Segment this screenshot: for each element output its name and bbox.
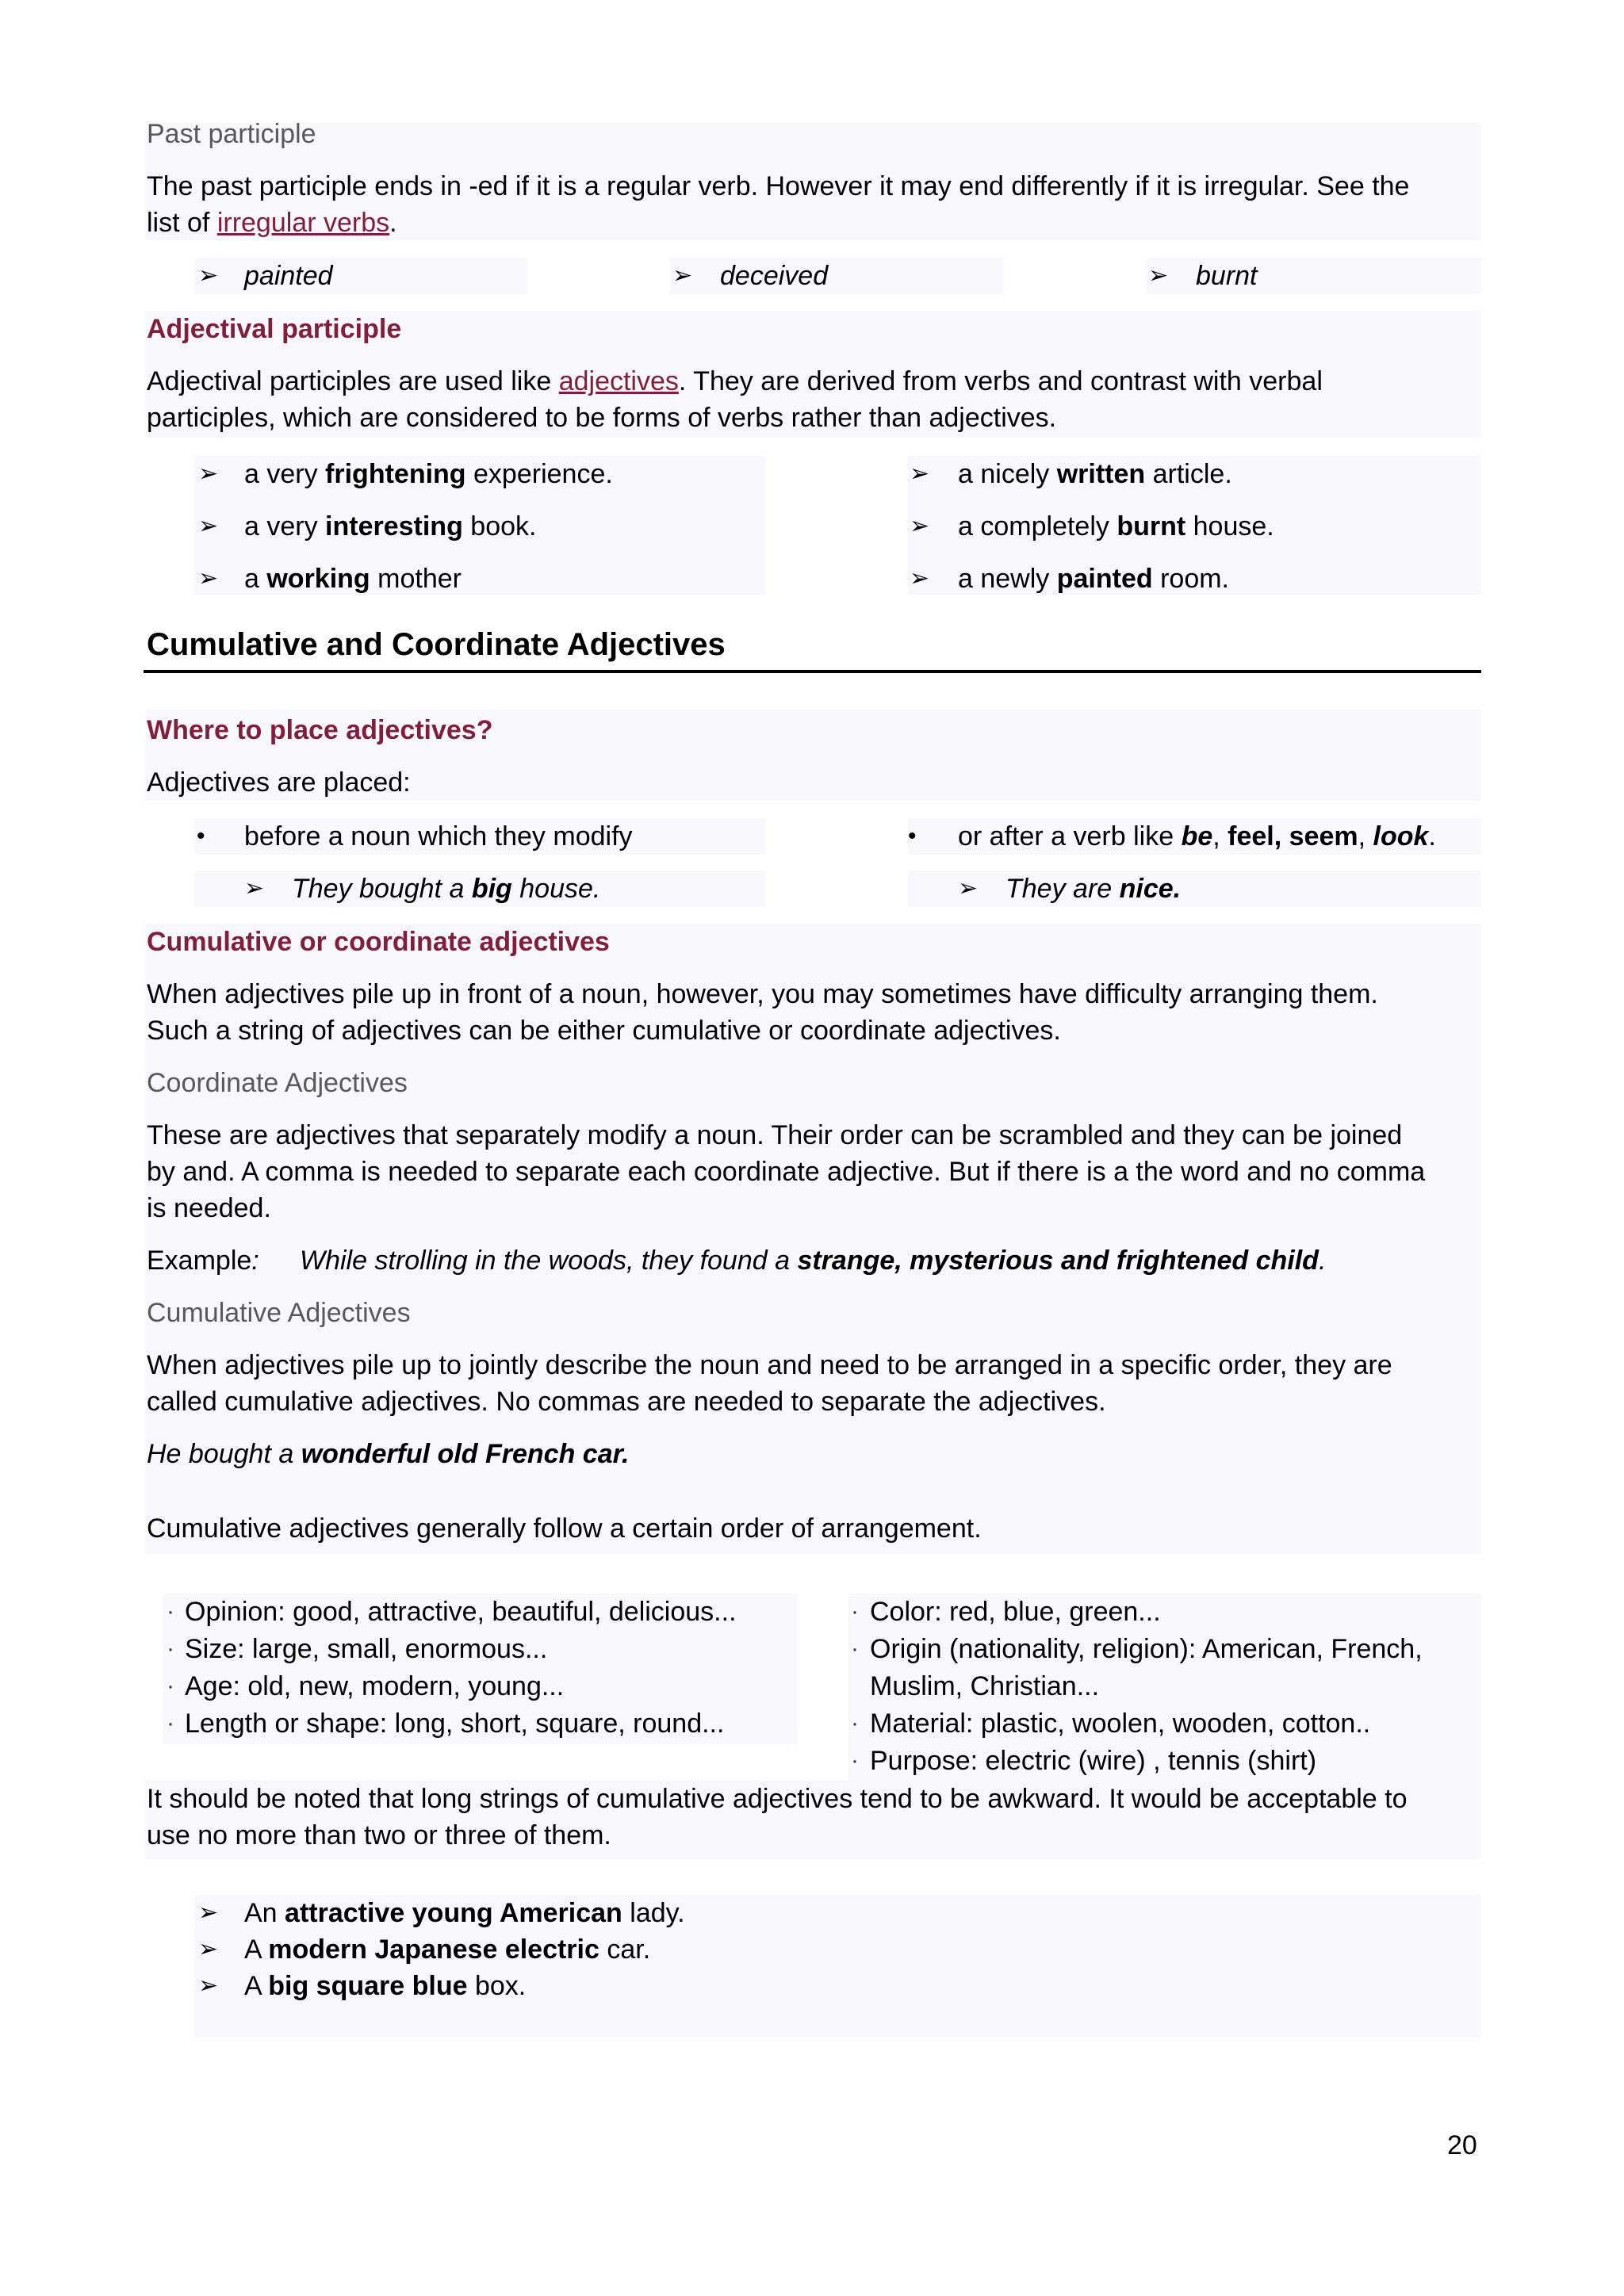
arrow-bullet-icon: ➢	[198, 513, 219, 539]
past-participle-line2: list of irregular verbs.	[147, 208, 397, 238]
cumulative-coordinate-line2: Such a string of adjectives can be either cumulative or coordinate adjectives.	[147, 1016, 1061, 1046]
arrow-bullet-icon: ➢	[910, 565, 930, 591]
adjectival-participle-heading: Adjectival participle	[147, 314, 402, 344]
section-title: Cumulative and Coordinate Adjectives	[147, 627, 726, 662]
round-bullet-icon: •	[197, 823, 205, 849]
irregular-verbs-link[interactable]: irregular verbs	[216, 208, 390, 238]
adjectives-link[interactable]: adjectives	[558, 366, 679, 396]
list-item: a newly painted room.	[958, 564, 1229, 594]
cumulative-note-line1: It should be noted that long strings of cumulative adjectives tend to be awkward. It would be acceptable to	[147, 1784, 1408, 1814]
example-deceived: deceived	[720, 261, 829, 291]
example-painted: painted	[244, 261, 333, 291]
middle-dot-icon: ·	[167, 1673, 174, 1699]
list-item: a nicely written article.	[958, 459, 1232, 489]
section-divider	[144, 670, 1481, 673]
adjectival-participle-line1: Adjectival participles are used like adjectives. They are derived from verbs and contrast with verbal	[147, 366, 1323, 396]
coordinate-heading: Coordinate Adjectives	[147, 1068, 408, 1098]
where-right-bullet: or after a verb like be, feel, seem, look.	[958, 821, 1436, 851]
cumulative-line2: called cumulative adjectives. No commas are needed to separate the adjectives.	[147, 1387, 1106, 1417]
arrow-bullet-icon: ➢	[198, 565, 219, 591]
order-item: Material: plastic, woolen, wooden, cotton..	[870, 1709, 1371, 1739]
list-item: a working mother	[244, 564, 462, 594]
list-item: a completely burnt house.	[958, 511, 1274, 541]
order-item: Opinion: good, attractive, beautiful, delicious...	[185, 1597, 737, 1627]
round-bullet-icon: •	[908, 823, 917, 849]
cumulative-coordinate-line1: When adjectives pile up in front of a noun, however, you may sometimes have difficulty arranging them.	[147, 979, 1378, 1009]
arrow-bullet-icon: ➢	[958, 875, 979, 901]
arrow-bullet-icon: ➢	[910, 513, 930, 539]
middle-dot-icon: ·	[167, 1710, 174, 1736]
arrow-bullet-icon: ➢	[198, 1973, 219, 1999]
coordinate-example: While strolling in the woods, they found a strange, mysterious and frightened child.	[300, 1246, 1327, 1276]
coordinate-line2: by and. A comma is needed to separate each coordinate adjective. But if there is a the word and no comma	[147, 1157, 1426, 1187]
cumulative-line1: When adjectives pile up to jointly describe the noun and need to be arranged in a specific order, they are	[147, 1350, 1392, 1380]
final-example: A modern Japanese electric car.	[244, 1934, 651, 1965]
order-item: Color: red, blue, green...	[870, 1597, 1161, 1627]
arrow-bullet-icon: ➢	[198, 461, 219, 487]
middle-dot-icon: ·	[851, 1710, 859, 1736]
order-item: Purpose: electric (wire) , tennis (shirt)	[870, 1746, 1317, 1776]
adjectival-participle-line2: participles, which are considered to be forms of verbs rather than adjectives.	[147, 403, 1057, 433]
order-item: Length or shape: long, short, square, round...	[185, 1709, 725, 1739]
list-item: a very interesting book.	[244, 511, 537, 541]
arrow-bullet-icon: ➢	[198, 262, 219, 289]
coordinate-example-label: Example:	[147, 1246, 259, 1276]
cumulative-note-line2: use no more than two or three of them.	[147, 1820, 611, 1850]
cumulative-order-intro: Cumulative adjectives generally follow a certain order of arrangement.	[147, 1513, 982, 1544]
where-left-example: They bought a big house.	[292, 874, 601, 904]
order-item: Size: large, small, enormous...	[185, 1634, 548, 1664]
arrow-bullet-icon: ➢	[198, 1900, 219, 1926]
arrow-bullet-icon: ➢	[244, 875, 265, 901]
past-participle-heading: Past participle	[147, 119, 316, 149]
coordinate-line3: is needed.	[147, 1193, 271, 1223]
where-heading: Where to place adjectives?	[147, 715, 493, 745]
page-number: 20	[1447, 2130, 1477, 2160]
order-item: Origin (nationality, religion): American, French,	[870, 1634, 1423, 1664]
middle-dot-icon: ·	[851, 1636, 859, 1662]
shade-block	[908, 871, 1481, 907]
where-intro: Adjectives are placed:	[147, 767, 411, 798]
middle-dot-icon: ·	[851, 1747, 859, 1774]
order-item-continuation: Muslim, Christian...	[870, 1671, 1100, 1701]
final-example: An attractive young American lady.	[244, 1898, 685, 1928]
arrow-bullet-icon: ➢	[910, 461, 930, 487]
coordinate-line1: These are adjectives that separately modify a noun. Their order can be scrambled and they can be joined	[147, 1120, 1403, 1150]
arrow-bullet-icon: ➢	[198, 1936, 219, 1962]
where-right-example: They are nice.	[1005, 874, 1182, 904]
cumulative-heading: Cumulative Adjectives	[147, 1298, 411, 1328]
order-item: Age: old, new, modern, young...	[185, 1671, 565, 1701]
final-example: A big square blue box.	[244, 1971, 527, 2001]
example-burnt: burnt	[1196, 261, 1258, 291]
middle-dot-icon: ·	[851, 1598, 859, 1624]
past-participle-line1: The past participle ends in -ed if it is a regular verb. However it may end differently if it is irregular. See the	[147, 171, 1410, 201]
arrow-bullet-icon: ➢	[672, 262, 693, 289]
cumulative-example: He bought a wonderful old French car.	[147, 1439, 630, 1469]
arrow-bullet-icon: ➢	[1148, 262, 1169, 289]
middle-dot-icon: ·	[167, 1636, 174, 1662]
list-item: a very frightening experience.	[244, 459, 613, 489]
cumulative-coordinate-heading: Cumulative or coordinate adjectives	[147, 927, 610, 957]
where-left-bullet: before a noun which they modify	[244, 821, 633, 851]
middle-dot-icon: ·	[167, 1598, 174, 1624]
